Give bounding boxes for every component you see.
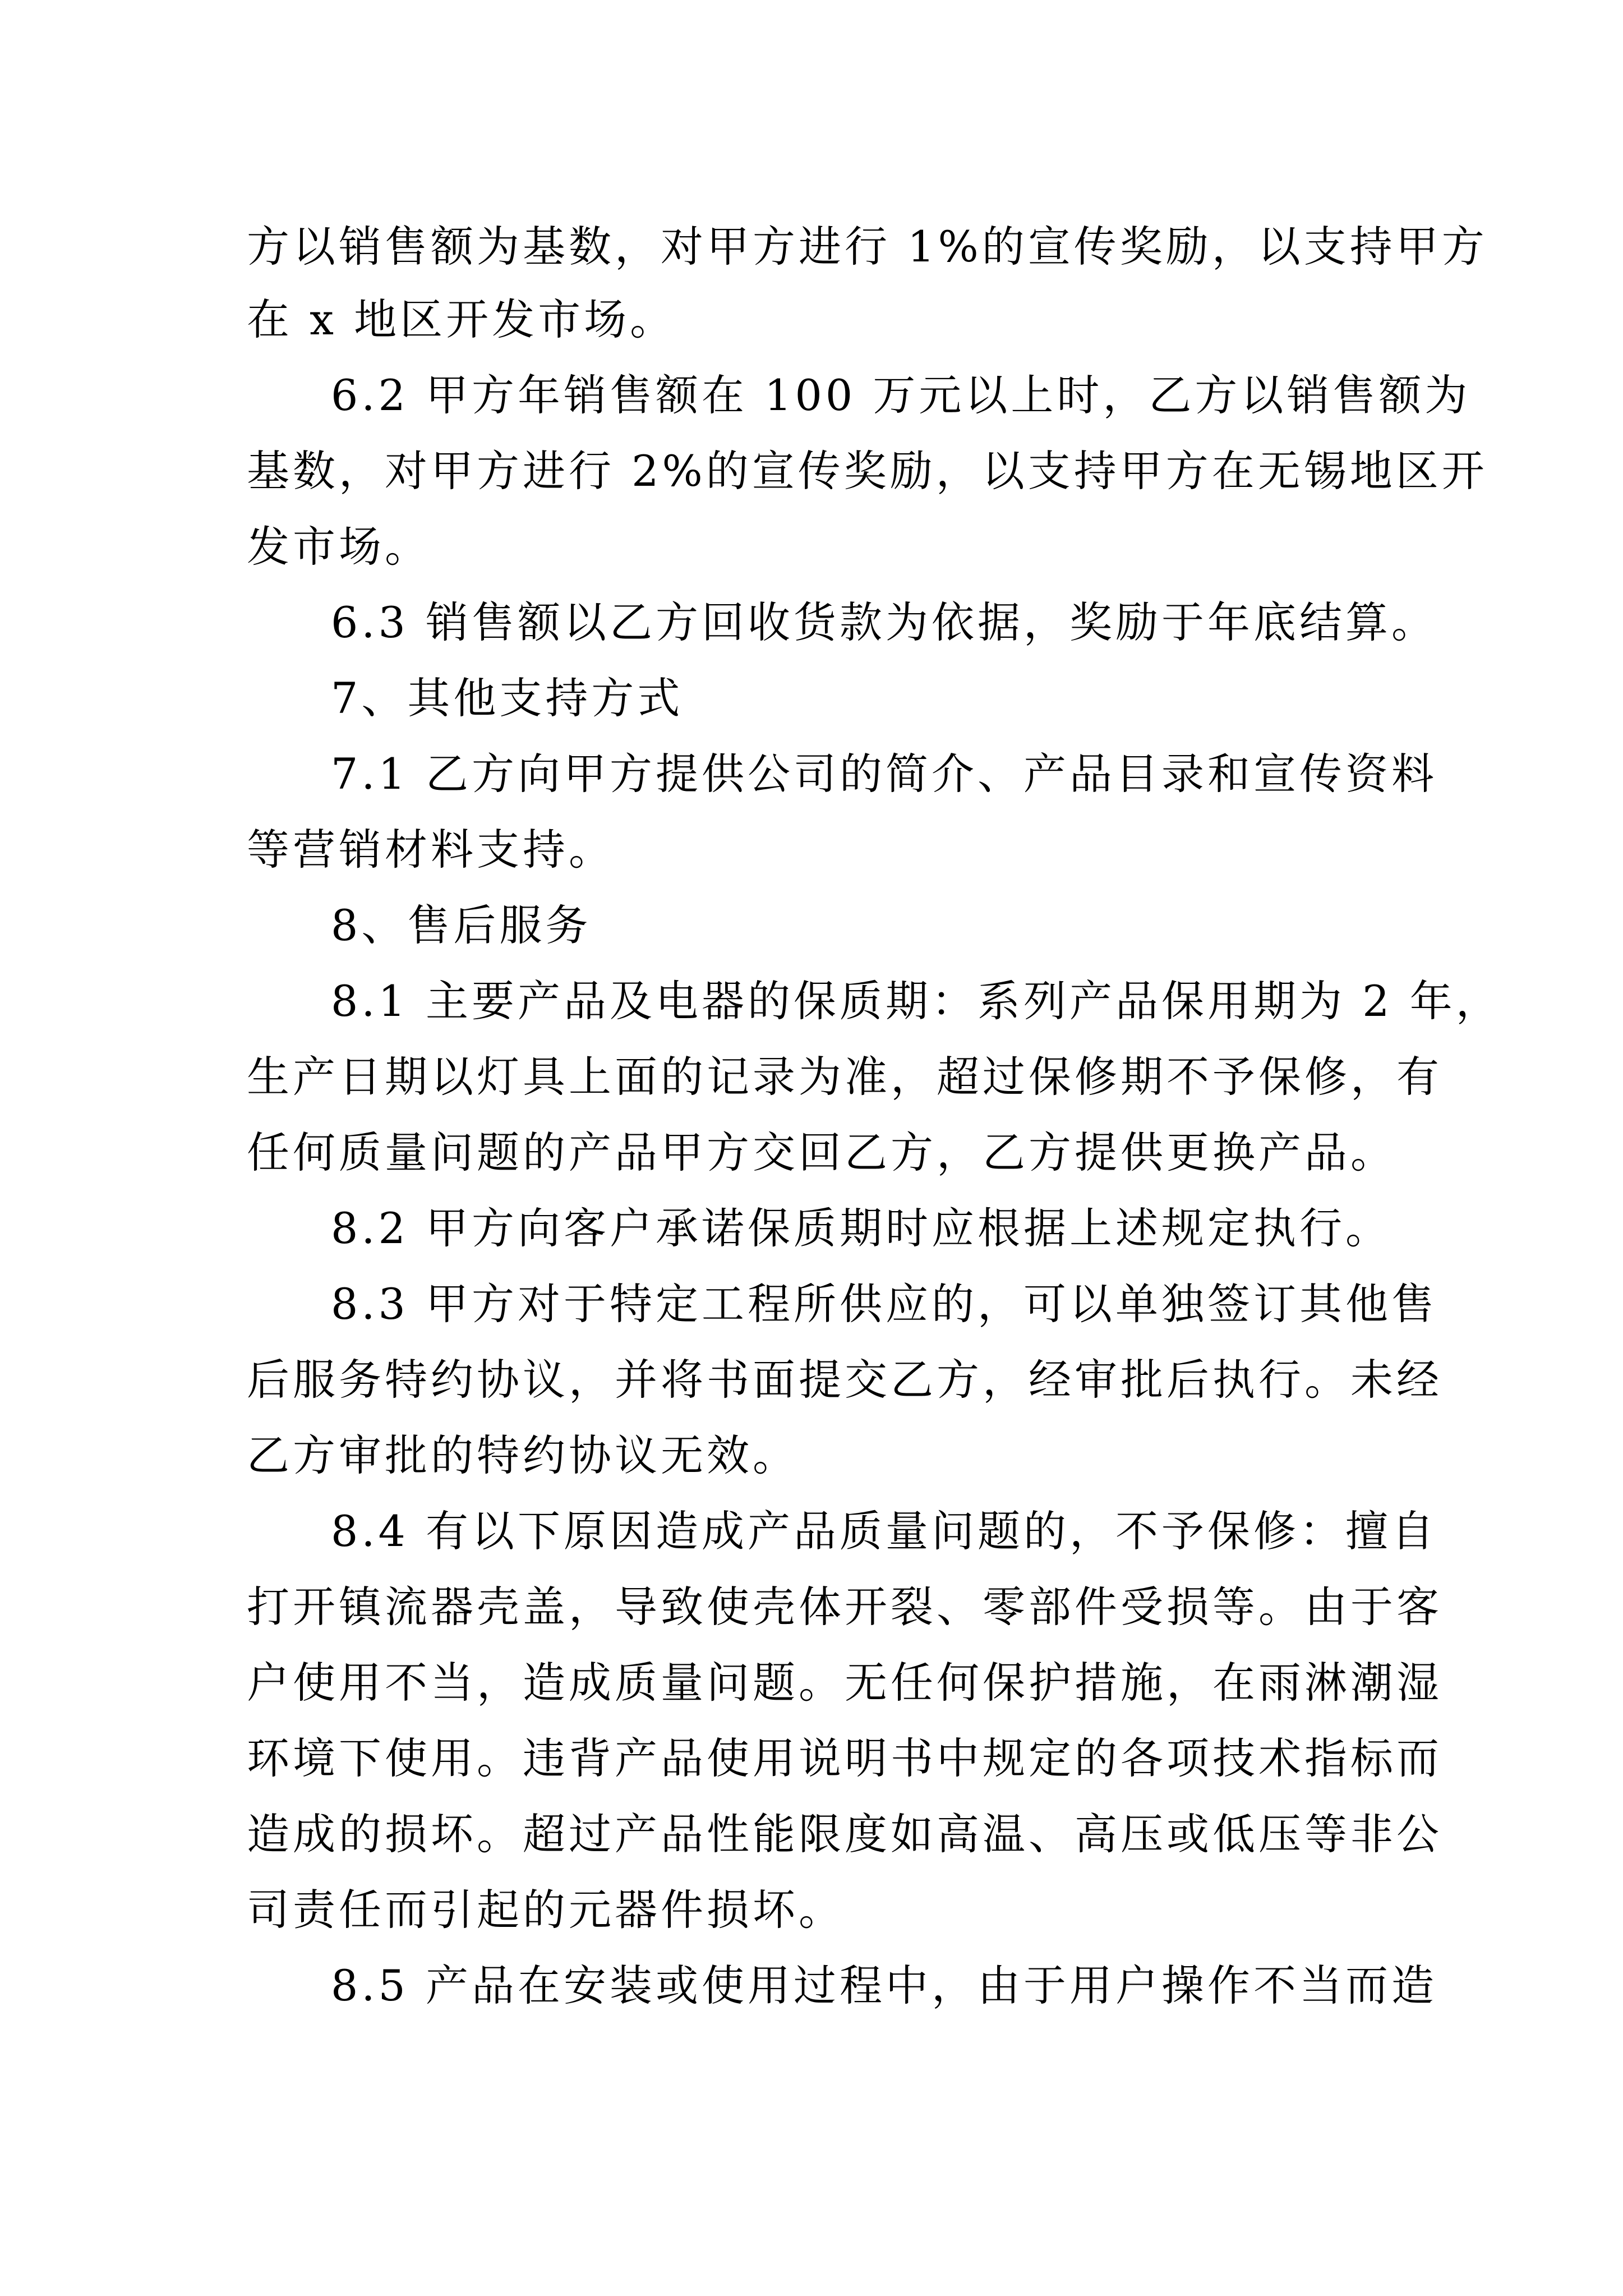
text-line: 等营销材料支持。 (247, 825, 615, 875)
text-line: 7.1 乙方向甲方提供公司的简介、产品目录和宣传资料 (331, 749, 1438, 799)
text-line: 基数，对甲方进行 2%的宣传奖励，以支持甲方在无锡地区开 (247, 446, 1488, 496)
text-line: 环境下使用。违背产品使用说明书中规定的各项技术指标而 (247, 1733, 1442, 1783)
text-line: 在 x 地区开发市场。 (247, 295, 676, 344)
text-line: 发市场。 (247, 522, 431, 572)
text-line: 8.2 甲方向客户承诺保质期时应根据上述规定执行。 (331, 1203, 1392, 1253)
text-line: 户使用不当，造成质量问题。无任何保护措施，在雨淋潮湿 (247, 1658, 1442, 1708)
text-line: 后服务特约协议，并将书面提交乙方，经审批后执行。未经 (247, 1355, 1442, 1405)
text-line: 乙方审批的特约协议无效。 (247, 1430, 799, 1480)
text-line: 6.3 销售额以乙方回收货款为依据，奖励于年底结算。 (331, 597, 1438, 647)
text-line: 司责任而引起的元器件损坏。 (247, 1885, 845, 1935)
section-heading: 8、售后服务 (331, 900, 592, 950)
text-line: 打开镇流器壳盖，导致使壳体开裂、零部件受损等。由于客 (247, 1582, 1442, 1632)
text-line: 6.2 甲方年销售额在 100 万元以上时，乙方以销售额为 (331, 370, 1471, 420)
text-line: 造成的损坏。超过产品性能限度如高温、高压或低压等非公 (247, 1809, 1442, 1859)
text-line: 8.4 有以下原因造成产品质量问题的，不予保修：擅自 (331, 1506, 1438, 1556)
text-line: 生产日期以灯具上面的记录为准，超过保修期不予保修，有 (247, 1052, 1442, 1102)
text-line: 8.1 主要产品及电器的保质期：系列产品保用期为 2 年， (331, 976, 1502, 1026)
text-line: 任何质量问题的产品甲方交回乙方，乙方提供更换产品。 (247, 1128, 1396, 1177)
text-line: 8.3 甲方对于特定工程所供应的，可以单独签订其他售 (331, 1279, 1438, 1329)
section-heading: 7、其他支持方式 (331, 673, 684, 723)
text-line: 方以销售额为基数，对甲方进行 1%的宣传奖励，以支持甲方 (247, 222, 1488, 272)
text-line: 8.5 产品在安装或使用过程中，由于用户操作不当而造 (331, 1961, 1438, 2010)
